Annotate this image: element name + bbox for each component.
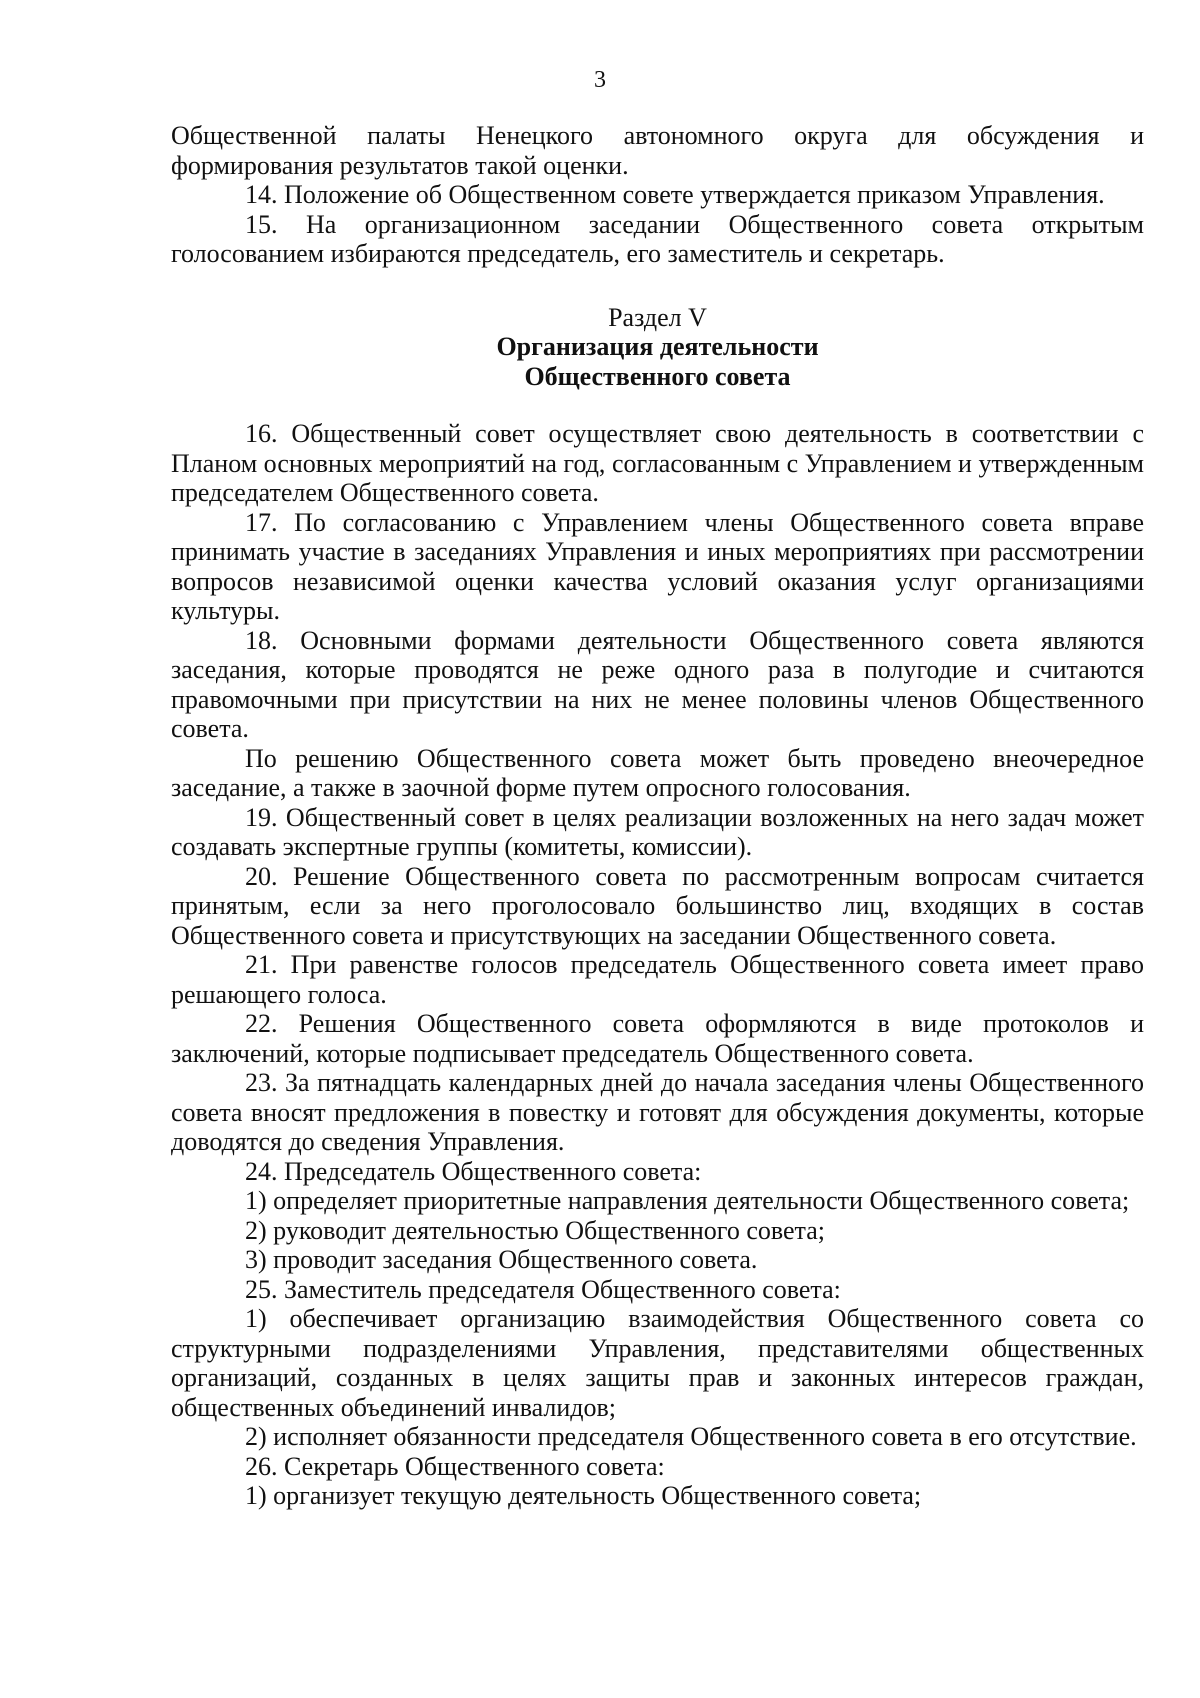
paragraph-22: 22. Решения Общественного совета оформляются в виде протоколов и заключений, которые подписывает председатель Общественного совета. <box>171 1009 1144 1068</box>
paragraph-14: 14. Положение об Общественном совете утверждается приказом Управления. <box>245 180 1105 209</box>
page-number: 3 <box>594 67 606 93</box>
paragraph-16: 16. Общественный совет осуществляет свою деятельность в соответствии с Планом основных мероприятий на год, согласованным с Управлением и утвержденным председателем Общественного совета. <box>171 419 1144 507</box>
paragraph-15: 15. На организационном заседании Общественного совета открытым голосованием избираются председатель, его заместитель и секретарь. <box>171 209 1144 268</box>
section-heading <box>171 303 1144 392</box>
paragraph-24-item-1: 1) определяет приоритетные направления деятельности Общественного совета; <box>245 1186 1130 1215</box>
paragraph-25-item-1: 1) обеспечивает организацию взаимодействия Общественного совета со структурными подразделениями Управления, представителями общественных организаций, созданных в целях защиты прав и законных интересов граждан, общественных объединений инвалидов; <box>171 1304 1144 1422</box>
section-label: Раздел V <box>608 302 707 332</box>
paragraph-19: 19. Общественный совет в целях реализации возложенных на него задач может создавать экспертные группы (комитеты, комиссии). <box>171 802 1144 861</box>
paragraph-24-item-2: 2) руководит деятельностью Общественного совета; <box>245 1215 825 1245</box>
paragraph-26-item-1: 1) организует текущую деятельность Общественного совета; <box>245 1481 922 1510</box>
paragraph-24: 24. Председатель Общественного совета: <box>245 1156 702 1186</box>
paragraph-18-extra: По решению Общественного совета может быть проведено внеочередное заседание, а также в заочной форме путем опросного голосования. <box>171 743 1144 802</box>
paragraph-26: 26. Секретарь Общественного совета: <box>245 1451 665 1481</box>
paragraph-continuation: Общественной палаты Ненецкого автономного округа для обсуждения и формирования результатов такой оценки. <box>171 121 1144 180</box>
paragraph-20: 20. Решение Общественного совета по рассмотренным вопросам считается принятым, если за него проголосовало большинство лиц, входящих в состав Общественного совета и присутствующих на заседании Общественного совета. <box>171 861 1144 950</box>
section-title-line-1: Организация деятельности <box>496 332 819 361</box>
paragraph-18: 18. Основными формами деятельности Общественного совета являются заседания, которые проводятся не реже одного раза в полугодие и считаются правомочными при присутствии на них не менее половины членов Общественного совета. <box>171 625 1144 743</box>
paragraph-25-item-2: 2) исполняет обязанности председателя Общественного совета в его отсутствие. <box>245 1422 1137 1451</box>
paragraph-24-item-3: 3) проводит заседания Общественного совета. <box>245 1245 758 1274</box>
paragraph-21: 21. При равенстве голосов председатель Общественного совета имеет право решающего голоса. <box>171 950 1144 1009</box>
paragraph-25: 25. Заместитель председателя Общественного совета: <box>245 1274 841 1304</box>
section-title-line-2: Общественного совета <box>524 361 791 391</box>
document-body <box>171 121 1144 1511</box>
paragraph-17: 17. По согласованию с Управлением члены Общественного совета вправе принимать участие в заседаниях Управления и иных мероприятиях при рассмотрении вопросов независимой оценки качества условий оказания услуг организациями культуры. <box>171 507 1144 625</box>
paragraph-23: 23. За пятнадцать календарных дней до начала заседания члены Общественного совета вносят предложения в повестку и готовят для обсуждения документы, которые доводятся до сведения Управления. <box>171 1068 1144 1156</box>
